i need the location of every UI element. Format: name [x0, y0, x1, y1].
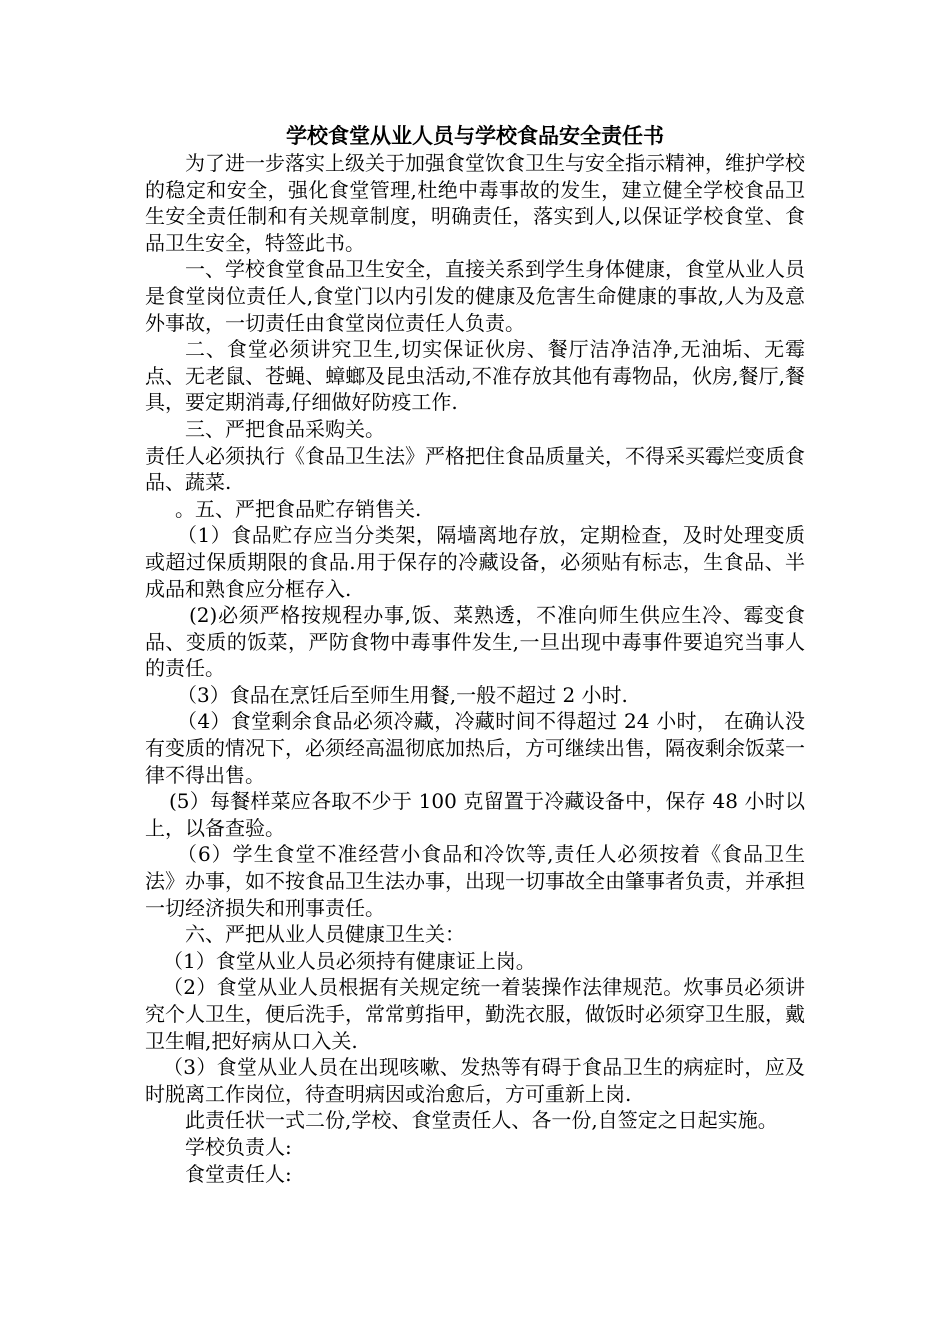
- paragraph-storage-3: （3）食品在烹饪后至师生用餐,一般不超过 2 小时.: [177, 682, 628, 707]
- paragraph-clause-6: 六、严把从业人员健康卫生关：: [185, 922, 465, 947]
- paragraph-intro: 为了进一步落实上级关于加强食堂饮食卫生与安全指示精神，维护学校的稳定和安全，强化食堂管理,杜绝中毒事故的发生，建立健全学校食品卫生安全责任制和有关规章制度，明确责任，落实到人,以保证学校食堂、食品卫生安全，特签此书。: [145, 151, 805, 255]
- paragraph-clause-5: 。五、严把食品贮存销售关.: [175, 496, 422, 521]
- paragraph-clause-2: 二、食堂必须讲究卫生,切实保证伙房、餐厅洁净洁净,无油垢、无霉点、无老鼠、苍蝇、蟑螂及昆虫活动,不准存放其他有毒物品，伙房,餐厅,餐具，要定期消毒,仔细做好防疫工作.: [145, 337, 805, 415]
- signature-canteen-head: 食堂责任人:: [185, 1161, 292, 1186]
- paragraph-clause-1: 一、学校食堂食品卫生安全，直接关系到学生身体健康，食堂从业人员是食堂岗位责任人,食堂门以内引发的健康及危害生命健康的事故,人为及意外事故，一切责任由食堂岗位责任人负责。: [145, 257, 805, 335]
- paragraph-storage-2: (2)必须严格按规程办事,饭、菜熟透，不准向师生供应生冷、霉变食品、变质的饭菜，严防食物中毒事件发生,一旦出现中毒事件要追究当事人的责任。: [145, 603, 805, 681]
- paragraph-storage-5: (5）每餐样菜应各取不少于 100 克留置于冷藏设备中，保存 48 小时以上，以备查验。: [145, 789, 805, 840]
- paragraph-storage-4: （4）食堂剩余食品必须冷藏，冷藏时间不得超过 24 小时， 在确认没有变质的情况下，必须经高温彻底加热后，方可继续出售，隔夜剩余饭菜一律不得出售。: [145, 709, 805, 787]
- paragraph-health-3: （3）食堂从业人员在出现咳嗽、发热等有碍于食品卫生的病症时，应及时脱离工作岗位，待查明病因或治愈后，方可重新上岗.: [145, 1055, 805, 1106]
- paragraph-health-1: （1）食堂从业人员必须持有健康证上岗。: [163, 948, 536, 973]
- paragraph-storage-6: （6）学生食堂不准经营小食品和冷饮等,责任人必须按着《食品卫生法》办事，如不按食品卫生法办事，出现一切事故全由肇事者负责，并承担一切经济损失和刑事责任。: [145, 842, 805, 920]
- signature-school-head: 学校负责人:: [185, 1134, 292, 1159]
- paragraph-clause-3: 三、严把食品采购关。: [185, 416, 385, 441]
- document-body: [145, 150, 805, 1187]
- paragraph-procurement: 责任人必须执行《食品卫生法》严格把住食品质量关，不得采买霉烂变质食品、蔬菜.: [145, 443, 805, 495]
- paragraph-closing: 此责任状一式二份,学校、食堂责任人、各一份,自签定之日起实施。: [185, 1108, 778, 1133]
- document-title: 学校食堂从业人员与学校食品安全责任书: [286, 123, 664, 148]
- paragraph-storage-1: （1）食品贮存应当分类架，隔墙离地存放，定期检查，及时处理变质或超过保质期限的食品.用于保存的冷藏设备，必须贴有标志，生食品、半成品和熟食应分框存入.: [145, 523, 805, 601]
- paragraph-health-2: （2）食堂从业人员根据有关规定统一着装操作法律规范。炊事员必须讲究个人卫生，便后洗手，常常剪指甲，勤洗衣服，做饭时必须穿卫生服，戴卫生帽,把好病从口入关.: [145, 975, 805, 1053]
